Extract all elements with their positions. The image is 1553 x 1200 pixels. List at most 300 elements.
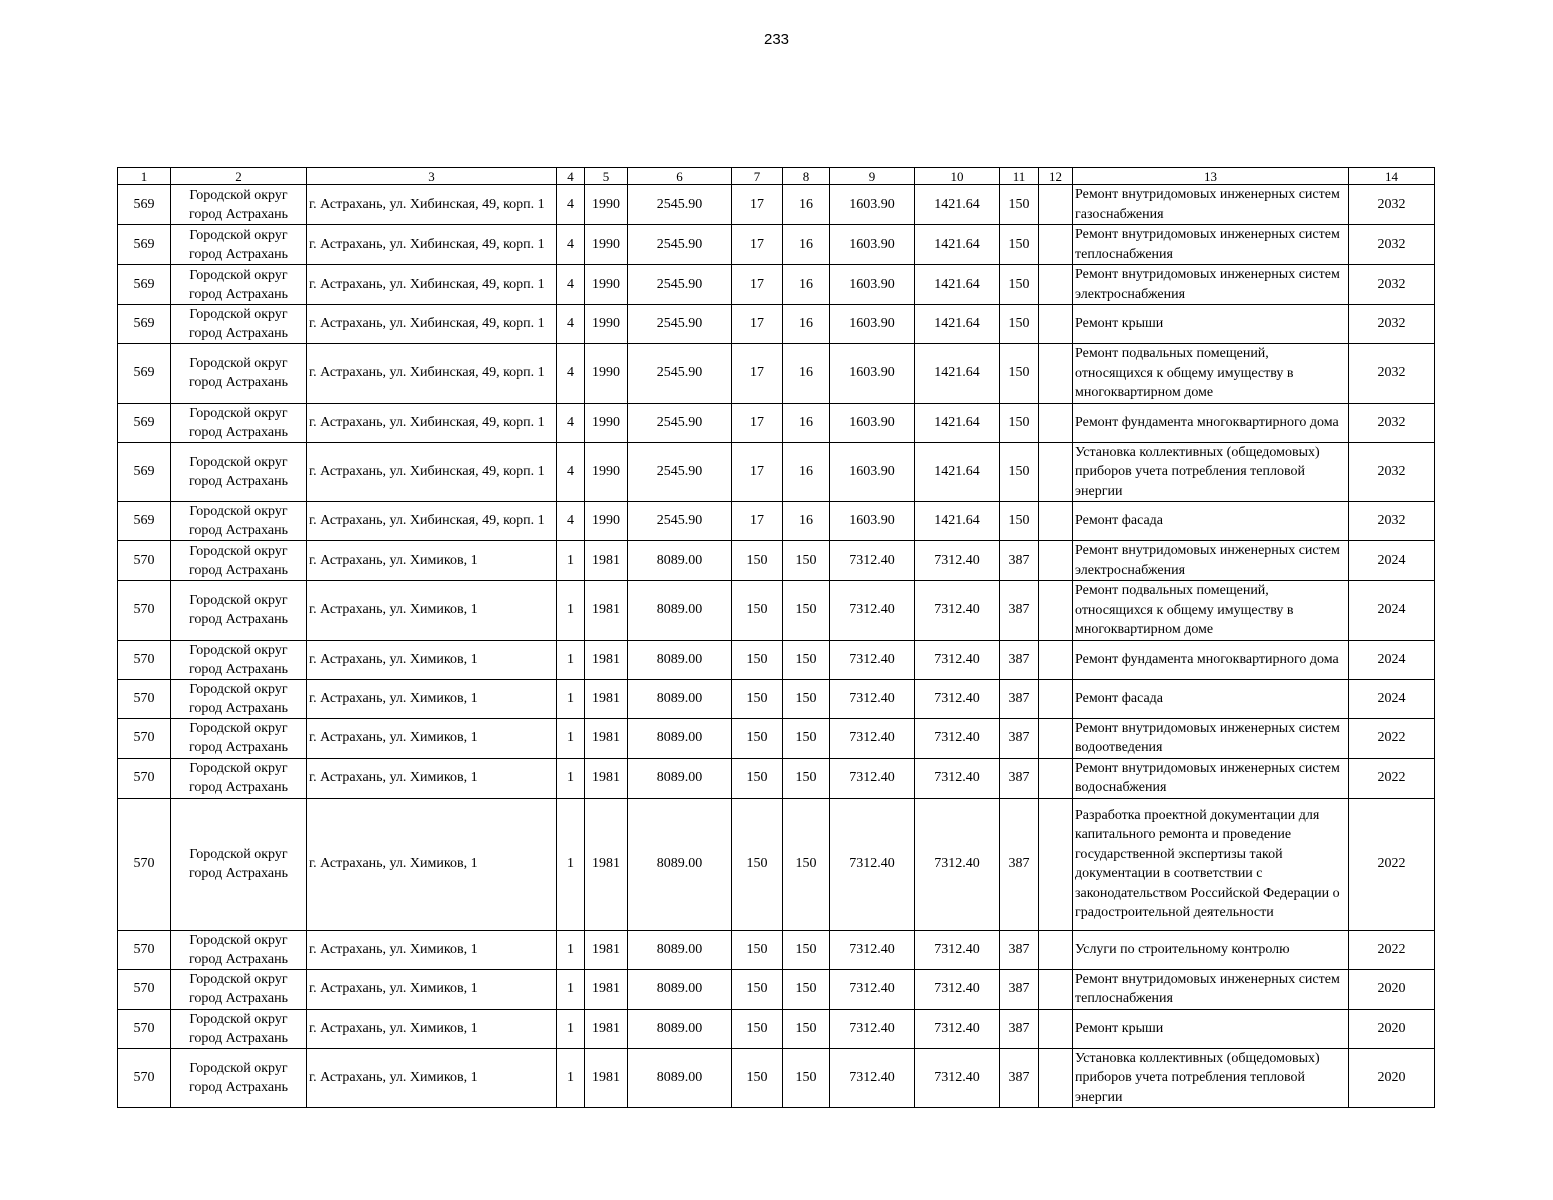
municipality-cell: Городской округ город Астрахань xyxy=(171,718,307,758)
year-built-cell: 1981 xyxy=(585,640,628,679)
year-built-cell: 1990 xyxy=(585,225,628,265)
year-built-cell: 1981 xyxy=(585,718,628,758)
row-number-cell: 569 xyxy=(118,442,171,502)
privatized-area-cell: 7312.40 xyxy=(915,718,1000,758)
empty-col-cell xyxy=(1039,185,1073,225)
year-built-cell: 1981 xyxy=(585,1009,628,1048)
apartments-residential-cell: 16 xyxy=(783,305,830,344)
work-type-cell: Ремонт крыши xyxy=(1073,1009,1349,1048)
residential-area-cell: 1603.90 xyxy=(830,403,915,442)
empty-col-cell xyxy=(1039,1009,1073,1048)
year-built-cell: 1990 xyxy=(585,265,628,305)
residential-area-cell: 1603.90 xyxy=(830,265,915,305)
privatized-area-cell: 7312.40 xyxy=(915,679,1000,718)
header-cell-9: 9 xyxy=(830,168,915,185)
apartments-total-cell: 17 xyxy=(732,442,783,502)
municipality-cell: Городской округ город Астрахань xyxy=(171,758,307,798)
floors-cell: 4 xyxy=(557,442,585,502)
residential-area-cell: 7312.40 xyxy=(830,640,915,679)
municipality-cell: Городской округ город Астрахань xyxy=(171,930,307,969)
year-built-cell: 1981 xyxy=(585,541,628,581)
total-area-cell: 8089.00 xyxy=(628,758,732,798)
apartments-total-cell: 150 xyxy=(732,640,783,679)
year-built-cell: 1981 xyxy=(585,969,628,1009)
apartments-total-cell: 150 xyxy=(732,581,783,641)
apartments-residential-cell: 16 xyxy=(783,442,830,502)
total-area-cell: 8089.00 xyxy=(628,718,732,758)
apartments-total-cell: 17 xyxy=(732,403,783,442)
total-area-cell: 8089.00 xyxy=(628,541,732,581)
address-cell: г. Астрахань, ул. Хибинская, 49, корп. 1 xyxy=(307,403,557,442)
address-cell: г. Астрахань, ул. Химиков, 1 xyxy=(307,541,557,581)
municipality-cell: Городской округ город Астрахань xyxy=(171,581,307,641)
table-row xyxy=(118,265,1435,305)
residents-cell: 150 xyxy=(1000,185,1039,225)
floors-cell: 1 xyxy=(557,930,585,969)
header-cell-5: 5 xyxy=(585,168,628,185)
year-built-cell: 1990 xyxy=(585,305,628,344)
table-row xyxy=(118,930,1435,969)
empty-col-cell xyxy=(1039,679,1073,718)
municipality-cell: Городской округ город Астрахань xyxy=(171,185,307,225)
row-number-cell: 570 xyxy=(118,640,171,679)
apartments-residential-cell: 150 xyxy=(783,798,830,930)
row-number-cell: 570 xyxy=(118,541,171,581)
address-cell: г. Астрахань, ул. Химиков, 1 xyxy=(307,1009,557,1048)
table-row xyxy=(118,969,1435,1009)
year-built-cell: 1990 xyxy=(585,442,628,502)
work-type-cell: Ремонт фундамента многоквартирного дома xyxy=(1073,640,1349,679)
apartments-total-cell: 150 xyxy=(732,758,783,798)
residential-area-cell: 7312.40 xyxy=(830,581,915,641)
total-area-cell: 8089.00 xyxy=(628,969,732,1009)
floors-cell: 1 xyxy=(557,679,585,718)
address-cell: г. Астрахань, ул. Химиков, 1 xyxy=(307,798,557,930)
row-number-cell: 570 xyxy=(118,798,171,930)
year-built-cell: 1981 xyxy=(585,679,628,718)
privatized-area-cell: 7312.40 xyxy=(915,581,1000,641)
residential-area-cell: 7312.40 xyxy=(830,969,915,1009)
residential-area-cell: 1603.90 xyxy=(830,225,915,265)
row-number-cell: 570 xyxy=(118,930,171,969)
address-cell: г. Астрахань, ул. Хибинская, 49, корп. 1 xyxy=(307,225,557,265)
residents-cell: 387 xyxy=(1000,581,1039,641)
row-number-cell: 570 xyxy=(118,758,171,798)
work-type-cell: Ремонт внутридомовых инженерных систем теплоснабжения xyxy=(1073,225,1349,265)
table-row xyxy=(118,403,1435,442)
table-row xyxy=(118,502,1435,541)
apartments-residential-cell: 150 xyxy=(783,541,830,581)
plan-year-cell: 2032 xyxy=(1349,265,1435,305)
year-built-cell: 1990 xyxy=(585,403,628,442)
floors-cell: 1 xyxy=(557,581,585,641)
privatized-area-cell: 7312.40 xyxy=(915,758,1000,798)
residents-cell: 387 xyxy=(1000,640,1039,679)
residents-cell: 150 xyxy=(1000,344,1039,404)
municipality-cell: Городской округ город Астрахань xyxy=(171,640,307,679)
apartments-residential-cell: 16 xyxy=(783,185,830,225)
total-area-cell: 8089.00 xyxy=(628,1009,732,1048)
work-type-cell: Ремонт крыши xyxy=(1073,305,1349,344)
residential-area-cell: 1603.90 xyxy=(830,305,915,344)
privatized-area-cell: 7312.40 xyxy=(915,1048,1000,1108)
table-row xyxy=(118,679,1435,718)
residential-area-cell: 7312.40 xyxy=(830,930,915,969)
privatized-area-cell: 7312.40 xyxy=(915,1009,1000,1048)
apartments-residential-cell: 16 xyxy=(783,403,830,442)
empty-col-cell xyxy=(1039,930,1073,969)
header-cell-7: 7 xyxy=(732,168,783,185)
privatized-area-cell: 1421.64 xyxy=(915,225,1000,265)
apartments-residential-cell: 16 xyxy=(783,225,830,265)
privatized-area-cell: 1421.64 xyxy=(915,185,1000,225)
apartments-total-cell: 150 xyxy=(732,679,783,718)
plan-year-cell: 2032 xyxy=(1349,442,1435,502)
plan-year-cell: 2032 xyxy=(1349,225,1435,265)
table-row xyxy=(118,442,1435,502)
residential-area-cell: 7312.40 xyxy=(830,1009,915,1048)
floors-cell: 4 xyxy=(557,502,585,541)
row-number-cell: 570 xyxy=(118,1048,171,1108)
municipality-cell: Городской округ город Астрахань xyxy=(171,679,307,718)
row-number-cell: 570 xyxy=(118,969,171,1009)
residents-cell: 387 xyxy=(1000,758,1039,798)
total-area-cell: 8089.00 xyxy=(628,798,732,930)
plan-year-cell: 2032 xyxy=(1349,185,1435,225)
empty-col-cell xyxy=(1039,541,1073,581)
floors-cell: 1 xyxy=(557,640,585,679)
row-number-cell: 569 xyxy=(118,305,171,344)
residents-cell: 150 xyxy=(1000,442,1039,502)
table-row xyxy=(118,1048,1435,1108)
work-type-cell: Ремонт внутридомовых инженерных систем газоснабжения xyxy=(1073,185,1349,225)
municipality-cell: Городской округ город Астрахань xyxy=(171,442,307,502)
apartments-total-cell: 150 xyxy=(732,718,783,758)
residents-cell: 150 xyxy=(1000,403,1039,442)
apartments-residential-cell: 16 xyxy=(783,344,830,404)
apartments-residential-cell: 150 xyxy=(783,1009,830,1048)
residential-area-cell: 7312.40 xyxy=(830,1048,915,1108)
privatized-area-cell: 7312.40 xyxy=(915,798,1000,930)
privatized-area-cell: 7312.40 xyxy=(915,930,1000,969)
plan-year-cell: 2032 xyxy=(1349,502,1435,541)
plan-year-cell: 2020 xyxy=(1349,1009,1435,1048)
year-built-cell: 1981 xyxy=(585,1048,628,1108)
year-built-cell: 1990 xyxy=(585,344,628,404)
header-cell-8: 8 xyxy=(783,168,830,185)
residential-area-cell: 7312.40 xyxy=(830,798,915,930)
work-type-cell: Ремонт подвальных помещений, относящихся к общему имуществу в многоквартирном доме xyxy=(1073,344,1349,404)
page-number: 233 xyxy=(763,31,790,48)
empty-col-cell xyxy=(1039,640,1073,679)
residential-area-cell: 7312.40 xyxy=(830,679,915,718)
row-number-cell: 569 xyxy=(118,403,171,442)
address-cell: г. Астрахань, ул. Хибинская, 49, корп. 1 xyxy=(307,305,557,344)
privatized-area-cell: 1421.64 xyxy=(915,344,1000,404)
empty-col-cell xyxy=(1039,1048,1073,1108)
residents-cell: 387 xyxy=(1000,930,1039,969)
plan-year-cell: 2022 xyxy=(1349,798,1435,930)
address-cell: г. Астрахань, ул. Хибинская, 49, корп. 1 xyxy=(307,442,557,502)
floors-cell: 1 xyxy=(557,1009,585,1048)
table-row xyxy=(118,581,1435,641)
plan-year-cell: 2022 xyxy=(1349,930,1435,969)
empty-col-cell xyxy=(1039,581,1073,641)
address-cell: г. Астрахань, ул. Химиков, 1 xyxy=(307,758,557,798)
plan-year-cell: 2024 xyxy=(1349,640,1435,679)
privatized-area-cell: 1421.64 xyxy=(915,265,1000,305)
municipality-cell: Городской округ город Астрахань xyxy=(171,305,307,344)
empty-col-cell xyxy=(1039,305,1073,344)
header-cell-11: 11 xyxy=(1000,168,1039,185)
total-area-cell: 2545.90 xyxy=(628,403,732,442)
total-area-cell: 8089.00 xyxy=(628,930,732,969)
plan-year-cell: 2022 xyxy=(1349,758,1435,798)
apartments-residential-cell: 150 xyxy=(783,581,830,641)
empty-col-cell xyxy=(1039,502,1073,541)
work-type-cell: Ремонт внутридомовых инженерных систем электроснабжения xyxy=(1073,265,1349,305)
row-number-cell: 570 xyxy=(118,679,171,718)
residential-area-cell: 1603.90 xyxy=(830,502,915,541)
table-row xyxy=(118,305,1435,344)
header-cell-3: 3 xyxy=(307,168,557,185)
floors-cell: 1 xyxy=(557,1048,585,1108)
row-number-cell: 569 xyxy=(118,225,171,265)
residential-area-cell: 1603.90 xyxy=(830,185,915,225)
work-type-cell: Ремонт фасада xyxy=(1073,679,1349,718)
municipality-cell: Городской округ город Астрахань xyxy=(171,265,307,305)
apartments-total-cell: 150 xyxy=(732,541,783,581)
address-cell: г. Астрахань, ул. Химиков, 1 xyxy=(307,679,557,718)
floors-cell: 1 xyxy=(557,758,585,798)
row-number-cell: 570 xyxy=(118,718,171,758)
residential-area-cell: 7312.40 xyxy=(830,758,915,798)
header-cell-14: 14 xyxy=(1349,168,1435,185)
plan-year-cell: 2024 xyxy=(1349,679,1435,718)
address-cell: г. Астрахань, ул. Хибинская, 49, корп. 1 xyxy=(307,265,557,305)
municipality-cell: Городской округ город Астрахань xyxy=(171,1009,307,1048)
apartments-residential-cell: 16 xyxy=(783,502,830,541)
year-built-cell: 1981 xyxy=(585,798,628,930)
plan-year-cell: 2020 xyxy=(1349,969,1435,1009)
residential-area-cell: 1603.90 xyxy=(830,442,915,502)
residents-cell: 150 xyxy=(1000,225,1039,265)
apartments-residential-cell: 150 xyxy=(783,969,830,1009)
empty-col-cell xyxy=(1039,225,1073,265)
address-cell: г. Астрахань, ул. Химиков, 1 xyxy=(307,718,557,758)
row-number-cell: 569 xyxy=(118,265,171,305)
plan-year-cell: 2024 xyxy=(1349,541,1435,581)
privatized-area-cell: 7312.40 xyxy=(915,541,1000,581)
privatized-area-cell: 7312.40 xyxy=(915,640,1000,679)
municipality-cell: Городской округ город Астрахань xyxy=(171,344,307,404)
year-built-cell: 1981 xyxy=(585,581,628,641)
address-cell: г. Астрахань, ул. Химиков, 1 xyxy=(307,930,557,969)
privatized-area-cell: 1421.64 xyxy=(915,502,1000,541)
floors-cell: 4 xyxy=(557,403,585,442)
address-cell: г. Астрахань, ул. Химиков, 1 xyxy=(307,581,557,641)
floors-cell: 4 xyxy=(557,225,585,265)
apartments-total-cell: 17 xyxy=(732,344,783,404)
total-area-cell: 8089.00 xyxy=(628,1048,732,1108)
empty-col-cell xyxy=(1039,969,1073,1009)
residents-cell: 387 xyxy=(1000,1009,1039,1048)
header-cell-13: 13 xyxy=(1073,168,1349,185)
total-area-cell: 2545.90 xyxy=(628,305,732,344)
row-number-cell: 570 xyxy=(118,1009,171,1048)
apartments-residential-cell: 150 xyxy=(783,718,830,758)
plan-year-cell: 2032 xyxy=(1349,344,1435,404)
apartments-residential-cell: 150 xyxy=(783,640,830,679)
row-number-cell: 569 xyxy=(118,502,171,541)
header-cell-12: 12 xyxy=(1039,168,1073,185)
header-cell-4: 4 xyxy=(557,168,585,185)
apartments-total-cell: 150 xyxy=(732,930,783,969)
total-area-cell: 8089.00 xyxy=(628,581,732,641)
residents-cell: 387 xyxy=(1000,969,1039,1009)
work-type-cell: Ремонт подвальных помещений, относящихся к общему имуществу в многоквартирном доме xyxy=(1073,581,1349,641)
privatized-area-cell: 1421.64 xyxy=(915,442,1000,502)
table-row xyxy=(118,344,1435,404)
municipality-cell: Городской округ город Астрахань xyxy=(171,541,307,581)
residents-cell: 387 xyxy=(1000,798,1039,930)
apartments-total-cell: 17 xyxy=(732,265,783,305)
municipality-cell: Городской округ город Астрахань xyxy=(171,969,307,1009)
residents-cell: 150 xyxy=(1000,502,1039,541)
row-number-cell: 570 xyxy=(118,581,171,641)
floors-cell: 1 xyxy=(557,798,585,930)
apartments-residential-cell: 16 xyxy=(783,265,830,305)
total-area-cell: 2545.90 xyxy=(628,185,732,225)
plan-year-cell: 2032 xyxy=(1349,403,1435,442)
residential-area-cell: 1603.90 xyxy=(830,344,915,404)
floors-cell: 1 xyxy=(557,718,585,758)
floors-cell: 1 xyxy=(557,969,585,1009)
row-number-cell: 569 xyxy=(118,344,171,404)
work-type-cell: Ремонт внутридомовых инженерных систем электроснабжения xyxy=(1073,541,1349,581)
year-built-cell: 1990 xyxy=(585,185,628,225)
work-type-cell: Ремонт фасада xyxy=(1073,502,1349,541)
table-row xyxy=(118,640,1435,679)
work-type-cell: Разработка проектной документации для капитального ремонта и проведение государственной экспертизы такой документации в соответствии с законодательством Российской Федерации о градостроительной деятельности xyxy=(1073,798,1349,930)
floors-cell: 4 xyxy=(557,344,585,404)
header-cell-6: 6 xyxy=(628,168,732,185)
plan-year-cell: 2032 xyxy=(1349,305,1435,344)
residents-cell: 387 xyxy=(1000,1048,1039,1108)
empty-col-cell xyxy=(1039,758,1073,798)
apartments-residential-cell: 150 xyxy=(783,930,830,969)
apartments-total-cell: 17 xyxy=(732,305,783,344)
municipality-cell: Городской округ город Астрахань xyxy=(171,798,307,930)
total-area-cell: 2545.90 xyxy=(628,502,732,541)
empty-col-cell xyxy=(1039,344,1073,404)
work-type-cell: Ремонт внутридомовых инженерных систем водоснабжения xyxy=(1073,758,1349,798)
address-cell: г. Астрахань, ул. Химиков, 1 xyxy=(307,969,557,1009)
address-cell: г. Астрахань, ул. Химиков, 1 xyxy=(307,640,557,679)
municipality-cell: Городской округ город Астрахань xyxy=(171,502,307,541)
floors-cell: 1 xyxy=(557,541,585,581)
apartments-residential-cell: 150 xyxy=(783,679,830,718)
header-cell-10: 10 xyxy=(915,168,1000,185)
year-built-cell: 1981 xyxy=(585,758,628,798)
residents-cell: 387 xyxy=(1000,541,1039,581)
municipality-cell: Городской округ город Астрахань xyxy=(171,225,307,265)
municipality-cell: Городской округ город Астрахань xyxy=(171,403,307,442)
empty-col-cell xyxy=(1039,798,1073,930)
plan-year-cell: 2020 xyxy=(1349,1048,1435,1108)
work-type-cell: Ремонт внутридомовых инженерных систем теплоснабжения xyxy=(1073,969,1349,1009)
header-cell-1: 1 xyxy=(118,168,171,185)
year-built-cell: 1990 xyxy=(585,502,628,541)
floors-cell: 4 xyxy=(557,305,585,344)
address-cell: г. Астрахань, ул. Хибинская, 49, корп. 1 xyxy=(307,185,557,225)
work-type-cell: Ремонт фундамента многоквартирного дома xyxy=(1073,403,1349,442)
apartments-total-cell: 17 xyxy=(732,225,783,265)
privatized-area-cell: 1421.64 xyxy=(915,403,1000,442)
header-row xyxy=(118,168,1435,185)
work-type-cell: Установка коллективных (общедомовых) приборов учета потребления тепловой энергии xyxy=(1073,1048,1349,1108)
apartments-residential-cell: 150 xyxy=(783,1048,830,1108)
residential-area-cell: 7312.40 xyxy=(830,718,915,758)
year-built-cell: 1981 xyxy=(585,930,628,969)
address-cell: г. Астрахань, ул. Химиков, 1 xyxy=(307,1048,557,1108)
floors-cell: 4 xyxy=(557,265,585,305)
empty-col-cell xyxy=(1039,718,1073,758)
residents-cell: 387 xyxy=(1000,718,1039,758)
apartments-total-cell: 150 xyxy=(732,1048,783,1108)
floors-cell: 4 xyxy=(557,185,585,225)
municipality-cell: Городской округ город Астрахань xyxy=(171,1048,307,1108)
capital-repair-table xyxy=(117,167,1435,1108)
residential-area-cell: 7312.40 xyxy=(830,541,915,581)
empty-col-cell xyxy=(1039,403,1073,442)
work-type-cell: Ремонт внутридомовых инженерных систем водоотведения xyxy=(1073,718,1349,758)
privatized-area-cell: 7312.40 xyxy=(915,969,1000,1009)
privatized-area-cell: 1421.64 xyxy=(915,305,1000,344)
apartments-total-cell: 150 xyxy=(732,969,783,1009)
residents-cell: 150 xyxy=(1000,305,1039,344)
table-row xyxy=(118,718,1435,758)
total-area-cell: 2545.90 xyxy=(628,344,732,404)
total-area-cell: 8089.00 xyxy=(628,679,732,718)
table-row xyxy=(118,541,1435,581)
apartments-residential-cell: 150 xyxy=(783,758,830,798)
empty-col-cell xyxy=(1039,442,1073,502)
empty-col-cell xyxy=(1039,265,1073,305)
table-row xyxy=(118,758,1435,798)
table-row xyxy=(118,1009,1435,1048)
residents-cell: 150 xyxy=(1000,265,1039,305)
apartments-total-cell: 17 xyxy=(732,502,783,541)
work-type-cell: Установка коллективных (общедомовых) приборов учета потребления тепловой энергии xyxy=(1073,442,1349,502)
plan-year-cell: 2024 xyxy=(1349,581,1435,641)
address-cell: г. Астрахань, ул. Хибинская, 49, корп. 1 xyxy=(307,344,557,404)
address-cell: г. Астрахань, ул. Хибинская, 49, корп. 1 xyxy=(307,502,557,541)
total-area-cell: 2545.90 xyxy=(628,225,732,265)
apartments-total-cell: 17 xyxy=(732,185,783,225)
table-row xyxy=(118,185,1435,225)
total-area-cell: 8089.00 xyxy=(628,640,732,679)
header-cell-2: 2 xyxy=(171,168,307,185)
apartments-total-cell: 150 xyxy=(732,798,783,930)
plan-year-cell: 2022 xyxy=(1349,718,1435,758)
total-area-cell: 2545.90 xyxy=(628,442,732,502)
table-row xyxy=(118,798,1435,930)
table-row xyxy=(118,225,1435,265)
apartments-total-cell: 150 xyxy=(732,1009,783,1048)
total-area-cell: 2545.90 xyxy=(628,265,732,305)
residents-cell: 387 xyxy=(1000,679,1039,718)
